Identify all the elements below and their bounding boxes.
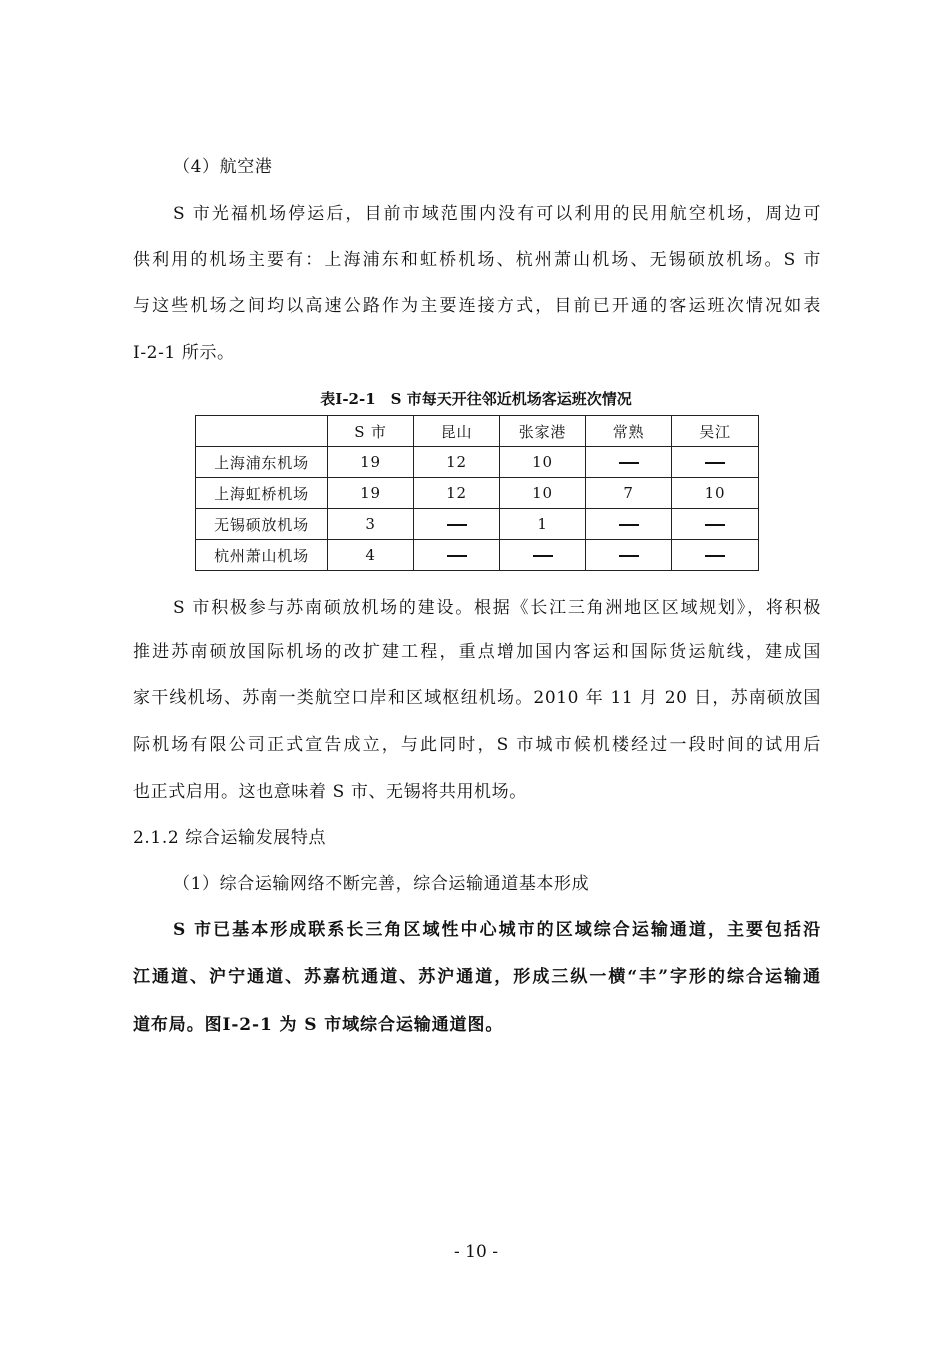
table-cell: 10 [500,447,586,478]
table-cell: 19 [328,478,414,509]
paragraph-2-line-2: 推进苏南硕放国际机场的改扩建工程，重点增加国内客运和国际货运航线，建成国 [133,642,821,662]
paragraph-2-line-3: 家干线机场、苏南一类航空口岸和区域枢纽机场。2010 年 11 月 20 日，苏南硕放国 [133,688,821,708]
table-row [196,478,759,509]
table-row [196,540,759,571]
table-cell [586,509,672,540]
table-row-label: 杭州萧山机场 [196,540,328,571]
table-cell [672,540,759,571]
table-cell [586,540,672,571]
table-header-cell: 昆山 [414,416,500,447]
table-row-label: 无锡硕放机场 [196,509,328,540]
dash-mark [619,462,639,464]
dash-mark [619,524,639,526]
dash-mark [533,555,553,557]
point-1-heading: （1）综合运输网络不断完善，综合运输通道基本形成 [173,874,590,894]
table-header-cell: S 市 [328,416,414,447]
dash-mark [447,555,467,557]
table-cell [672,447,759,478]
paragraph-3-line-2: 江通道、沪宁通道、苏嘉杭通道、苏沪通道，形成三纵一横“丰”字形的综合运输通 [133,967,821,987]
table-row [196,509,759,540]
table-cell: 19 [328,447,414,478]
table-cell: 1 [500,509,586,540]
table-cell: 3 [328,509,414,540]
dash-mark [705,555,725,557]
dash-mark [447,524,467,526]
dash-mark [705,524,725,526]
paragraph-1-line-1: S 市光福机场停运后，目前市域范围内没有可以利用的民用航空机场，周边可 [173,204,821,224]
dash-mark [619,555,639,557]
paragraph-1-line-4: I-2-1 所示。 [133,343,235,363]
paragraph-2-line-5: 也正式启用。这也意味着 S 市、无锡将共用机场。 [133,782,527,802]
table-row-label: 上海浦东机场 [196,447,328,478]
paragraph-3-line-1: S 市已基本形成联系长三角区域性中心城市的区域综合运输通道，主要包括沿 [173,920,821,940]
table-header-row [196,416,759,447]
dash-mark [705,462,725,464]
table-header-cell: 常熟 [586,416,672,447]
paragraph-2-line-4: 际机场有限公司正式宣告成立，与此同时，S 市城市候机楼经过一段时间的试用后 [133,735,821,755]
table-cell: 10 [500,478,586,509]
table-cell: 12 [414,447,500,478]
table-cell [500,540,586,571]
paragraph-1-line-3: 与这些机场之间均以高速公路作为主要连接方式，目前已开通的客运班次情况如表 [133,296,821,316]
airport-bus-table [195,415,759,571]
table-header-cell [196,416,328,447]
section-heading: （4）航空港 [173,157,273,177]
table-caption: 表I-2-1 S 市每天开往邻近机场客运班次情况 [320,390,632,408]
table-row-label: 上海虹桥机场 [196,478,328,509]
table-row [196,447,759,478]
table-cell: 7 [586,478,672,509]
table-header-cell: 吴江 [672,416,759,447]
paragraph-2-line-1: S 市积极参与苏南硕放机场的建设。根据《长江三角洲地区区域规划》，将积极 [173,598,821,618]
table-cell [414,540,500,571]
page-number: - 10 - [454,1242,498,1262]
table-cell: 4 [328,540,414,571]
table-header-cell: 张家港 [500,416,586,447]
table-cell [586,447,672,478]
paragraph-3-line-3: 道布局。图I-2-1 为 S 市域综合运输通道图。 [133,1015,504,1035]
table-cell: 12 [414,478,500,509]
table-cell: 10 [672,478,759,509]
subsection-heading: 2.1.2 综合运输发展特点 [133,828,327,848]
paragraph-1-line-2: 供利用的机场主要有：上海浦东和虹桥机场、杭州萧山机场、无锡硕放机场。S 市 [133,250,821,270]
table-cell [414,509,500,540]
table-cell [672,509,759,540]
